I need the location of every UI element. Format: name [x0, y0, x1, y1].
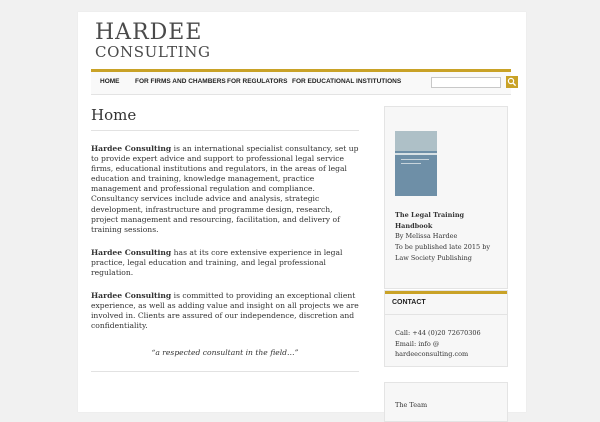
- page-title: Home: [91, 106, 359, 131]
- testimonial-quote: “a respected consultant in the field…”: [91, 348, 359, 372]
- nav-item-firms-and-chambers[interactable]: FOR FIRMS AND CHAMBERS: [135, 78, 226, 85]
- book-author: By Melissa Hardee: [395, 232, 458, 241]
- contact-email-label[interactable]: Email: info @: [395, 339, 440, 348]
- page-container: [78, 12, 526, 412]
- book-details: [395, 210, 503, 264]
- paragraph-text: has at its core extensive experience in legal practice, legal education and training, and legal professional regulation.: [91, 247, 343, 278]
- nav-item-educational-institutions[interactable]: FOR EDUCATIONAL INSTITUTIONS: [292, 78, 402, 85]
- team-widget: [384, 382, 508, 422]
- contact-widget: [384, 290, 508, 367]
- site-logo[interactable]: [95, 22, 211, 60]
- search-button[interactable]: [506, 76, 518, 88]
- paragraph-text: is an international specialist consultancy, set up to provide expert advice and support to professional legal service firms, educational institutions and regulators, in the areas of legal education and training, knowledge management, practice management and professional regulation and compliance. Consultancy services include advice and analysis, strategic development, infrastructure and programme design, research, project management and resourcing, facilitation, and delivery of training sessions.: [91, 144, 359, 234]
- paragraph-text: is committed to providing an exceptional client experience, as well as adding value and insight on all projects we are involved in. Clients are assured of our independence, discretion and confidentiality.: [91, 291, 359, 331]
- commitment-paragraph: [91, 291, 359, 331]
- search-input[interactable]: [431, 77, 501, 88]
- contact-widget-header: [385, 291, 507, 315]
- contact-heading: CONTACT: [392, 299, 426, 306]
- logo-line-2: CONSULTING: [95, 43, 211, 61]
- book-cover-line: [401, 159, 429, 160]
- main-navigation: [91, 69, 511, 95]
- book-title: The Legal Training Handbook: [395, 211, 465, 230]
- book-cover-strip: [395, 153, 437, 155]
- contact-email-domain[interactable]: hardeeconsulting.com: [395, 350, 469, 359]
- nav-item-regulators[interactable]: FOR REGULATORS: [227, 78, 288, 85]
- contact-details: [395, 328, 505, 360]
- search-icon: [506, 76, 518, 88]
- contact-phone: Call: +44 (0)20 72670306: [395, 329, 481, 337]
- intro-paragraph: [91, 144, 359, 235]
- nav-item-home[interactable]: HOME: [100, 78, 120, 85]
- book-cover-line: [401, 163, 421, 164]
- company-name: Hardee Consulting: [91, 247, 172, 257]
- company-name: Hardee Consulting: [91, 144, 172, 153]
- book-cover-band: [395, 131, 437, 151]
- logo-line-1: HARDEE: [95, 20, 203, 45]
- book-cover-image[interactable]: [395, 131, 437, 196]
- book-publish-note: To be published late 2015 by Law Society Publishing: [395, 243, 491, 262]
- team-link[interactable]: The Team: [395, 401, 428, 409]
- company-name: Hardee Consulting: [91, 291, 172, 301]
- main-content: [91, 106, 359, 372]
- book-widget: [384, 106, 508, 289]
- experience-paragraph: [91, 248, 359, 278]
